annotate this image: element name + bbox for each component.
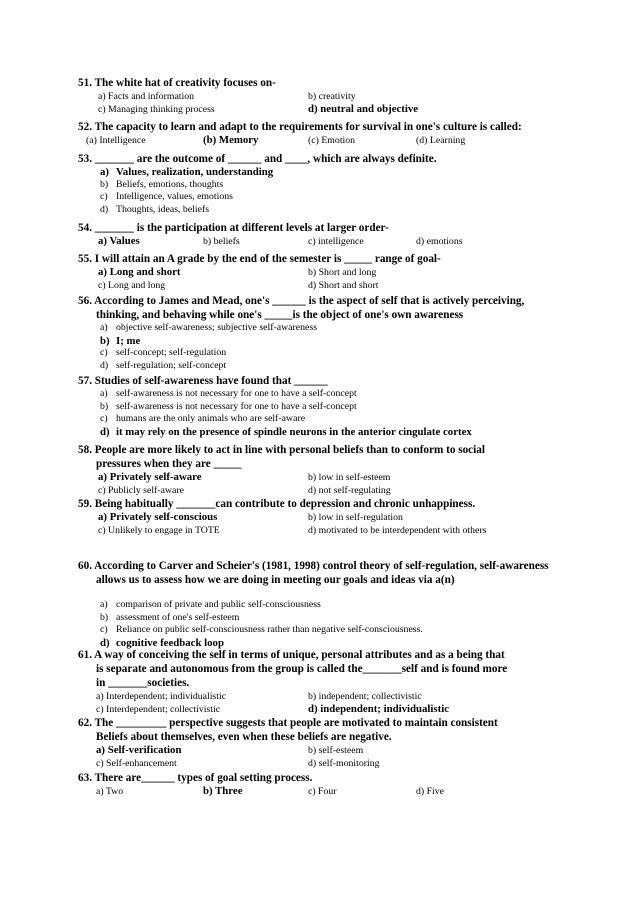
option-letter: b) bbox=[100, 334, 110, 347]
option-row bbox=[78, 134, 568, 147]
question-55 bbox=[78, 252, 568, 292]
question-57 bbox=[78, 374, 568, 438]
option bbox=[100, 166, 568, 179]
stem-line: 57. Studies of self-awareness have found that ______ bbox=[78, 375, 328, 387]
option-text: objective self-awareness; subjective self-awareness bbox=[116, 322, 318, 333]
option-row bbox=[78, 744, 568, 757]
option: b) low in self-esteem bbox=[308, 472, 391, 483]
stem-line: 51. The white hat of creativity focuses on- bbox=[78, 77, 276, 89]
option: a) Interdependent; individualistic bbox=[96, 691, 227, 702]
option bbox=[100, 388, 568, 401]
stem-line: in _______societies. bbox=[96, 677, 190, 689]
option-row bbox=[78, 279, 568, 292]
option-row bbox=[78, 757, 568, 770]
option-text: Beliefs, emotions, thoughts bbox=[116, 178, 224, 190]
question-61 bbox=[78, 648, 568, 716]
option-text: I; me bbox=[116, 334, 141, 347]
stem-line: 60. According to Carver and Scheier's (1981, 1998) control theory of self-regulation, self-awareness bbox=[78, 560, 549, 572]
option-text: humans are the only animals who are self-aware bbox=[116, 413, 306, 425]
option-letter: c) bbox=[100, 413, 108, 425]
question-stem bbox=[78, 152, 568, 166]
option bbox=[100, 204, 568, 217]
option: a) Privately self-aware bbox=[98, 471, 202, 483]
question-stem bbox=[78, 252, 568, 266]
option bbox=[100, 360, 568, 373]
question-59 bbox=[78, 497, 568, 537]
option: c) Self-enhancement bbox=[96, 758, 177, 769]
option-row bbox=[78, 703, 568, 716]
stem-line: 55. I will attain an A grade by the end of the semester is _____ range of goal- bbox=[78, 253, 441, 265]
stem-line: 53. _______ are the outcome of ______ and ____, which are always definite. bbox=[78, 153, 437, 165]
option: a) Facts and information bbox=[98, 91, 195, 102]
option bbox=[100, 335, 568, 348]
stem-line: is separate and autonomous from the group is called the_______self and is found more bbox=[96, 663, 508, 675]
option-list bbox=[78, 599, 568, 649]
option-letter: a) bbox=[100, 166, 109, 178]
option-text: Intelligence, values, emotions bbox=[116, 191, 233, 203]
option: b) independent; collectivistic bbox=[308, 691, 422, 702]
question-stem bbox=[78, 648, 568, 690]
option: d) neutral and objective bbox=[308, 103, 419, 115]
option: c) intelligence bbox=[308, 236, 364, 247]
option: b) self-esteem bbox=[308, 745, 364, 756]
option-letter: b) bbox=[100, 611, 109, 623]
question-54 bbox=[78, 221, 568, 248]
option: (d) Learning bbox=[416, 135, 466, 146]
question-stem bbox=[78, 716, 568, 744]
option: c) Publicly self-aware bbox=[98, 485, 184, 496]
option-letter: d) bbox=[100, 203, 109, 215]
option-letter: d) bbox=[100, 359, 109, 371]
option: b) Three bbox=[203, 785, 243, 797]
stem-line: 61. A way of conceiving the self in terms of unique, personal attributes and as a being that bbox=[78, 649, 505, 661]
option-row bbox=[78, 690, 568, 703]
stem-line: allows us to assess how we are doing in meeting our goals and ideas via a(n) bbox=[96, 574, 455, 586]
question-stem bbox=[78, 221, 568, 235]
question-53 bbox=[78, 152, 568, 216]
option: d) independent; individualistic bbox=[308, 703, 449, 715]
question-52 bbox=[78, 120, 568, 147]
option-text: Thoughts, ideas, beliefs bbox=[116, 203, 210, 215]
option: c) Four bbox=[308, 786, 337, 797]
option-letter: a) bbox=[100, 322, 108, 333]
option: c) Long and long bbox=[98, 280, 166, 291]
stem-line: thinking, and behaving while one's _____is the object of one's own awareness bbox=[96, 309, 464, 321]
option-letter: c) bbox=[100, 191, 108, 203]
option: b) beliefs bbox=[203, 236, 240, 247]
option bbox=[100, 322, 568, 335]
question-stem bbox=[78, 559, 568, 587]
option-letter: a) bbox=[100, 388, 108, 399]
question-stem bbox=[78, 497, 568, 511]
option: (a) Intelligence bbox=[86, 135, 146, 146]
question-stem bbox=[78, 374, 568, 388]
option-row bbox=[78, 524, 568, 537]
option bbox=[100, 347, 568, 360]
option: a) Values bbox=[98, 235, 140, 247]
option-text: Values, realization, understanding bbox=[116, 166, 274, 178]
option-list bbox=[78, 322, 568, 372]
option-row bbox=[78, 785, 568, 798]
option-letter: b) bbox=[100, 178, 109, 190]
stem-line: 63. There are______ types of goal setting process. bbox=[78, 772, 313, 784]
question-stem bbox=[78, 76, 568, 90]
option bbox=[100, 413, 568, 426]
option: d) Five bbox=[416, 786, 445, 797]
option-row bbox=[78, 266, 568, 279]
question-63 bbox=[78, 771, 568, 798]
option-text: self-regulation; self-concept bbox=[116, 359, 227, 371]
option: c) Managing thinking process bbox=[98, 104, 215, 115]
option: b) creativity bbox=[308, 91, 356, 102]
stem-line: 62. The _________ perspective suggests that people are motivated to maintain consistent bbox=[78, 717, 498, 729]
option bbox=[100, 179, 568, 192]
option bbox=[100, 401, 568, 414]
option-row bbox=[78, 90, 568, 103]
option: c) Unlikely to engage in TOTE bbox=[98, 525, 220, 536]
option: (c) Emotion bbox=[308, 135, 356, 146]
stem-line: 59. Being habitually _______can contribute to depression and chronic unhappiness. bbox=[78, 498, 476, 510]
option-row bbox=[78, 235, 568, 248]
option-list bbox=[78, 166, 568, 216]
option-letter: c) bbox=[100, 624, 108, 636]
stem-line: 54. _______ is the participation at different levels at larger order- bbox=[78, 222, 389, 234]
question-62 bbox=[78, 716, 568, 770]
option-text: comparison of private and public self-consciousness bbox=[116, 599, 321, 610]
option-text: self-concept; self-regulation bbox=[116, 347, 227, 359]
question-56 bbox=[78, 294, 568, 372]
option bbox=[100, 612, 568, 625]
option-letter: a) bbox=[100, 599, 108, 610]
stem-line: 56. According to James and Mead, one's ______ is the aspect of self that is actively perceiving, bbox=[78, 295, 525, 307]
option: c) Interdependent; collectivistic bbox=[96, 704, 221, 715]
option-list bbox=[78, 388, 568, 438]
option-letter: d) bbox=[100, 425, 110, 438]
option-text: self-awareness is not necessary for one to have a self-concept bbox=[116, 400, 357, 412]
option: (b) Memory bbox=[203, 134, 259, 146]
stem-line: 52. The capacity to learn and adapt to the requirements for survival in one's culture is called: bbox=[78, 121, 522, 133]
stem-line: pressures when they are _____ bbox=[96, 458, 242, 470]
option bbox=[100, 624, 568, 637]
option-text: it may rely on the presence of spindle neurons in the anterior cingulate cortex bbox=[116, 425, 472, 438]
option-text: Reliance on public self-consciousness rather than negative self-consciousness. bbox=[116, 624, 423, 636]
option-letter: c) bbox=[100, 347, 108, 359]
option: a) Privately self-conscious bbox=[98, 511, 218, 523]
question-stem bbox=[78, 294, 568, 322]
option: a) Long and short bbox=[98, 266, 181, 278]
option: d) self-monitoring bbox=[308, 758, 380, 769]
option: b) Short and long bbox=[308, 267, 377, 278]
option bbox=[100, 599, 568, 612]
option-row bbox=[78, 484, 568, 497]
option bbox=[100, 191, 568, 204]
option-row bbox=[78, 511, 568, 524]
option: d) emotions bbox=[416, 236, 463, 247]
option: a) Self-verification bbox=[96, 744, 182, 756]
question-60 bbox=[78, 559, 568, 649]
option-text: self-awareness is not necessary for one to have a self-concept bbox=[116, 388, 357, 399]
option-row bbox=[78, 471, 568, 484]
option-row bbox=[78, 103, 568, 116]
stem-line: 58. People are more likely to act in line with personal beliefs than to conform to social bbox=[78, 444, 485, 456]
question-stem bbox=[78, 443, 568, 471]
option-letter: b) bbox=[100, 400, 109, 412]
question-58 bbox=[78, 443, 568, 497]
question-stem bbox=[78, 120, 568, 134]
option-text: assessment of one's self-esteem bbox=[116, 611, 240, 623]
option: d) Short and short bbox=[308, 280, 379, 291]
option: d) not self-regulating bbox=[308, 485, 391, 496]
option: b) low in self-regulation bbox=[308, 512, 403, 523]
question-51 bbox=[78, 76, 568, 116]
stem-line: Beliefs about themselves, even when these beliefs are negative. bbox=[96, 731, 392, 743]
option: d) motivated to be interdependent with others bbox=[308, 525, 487, 536]
option-text: cognitive feedback loop bbox=[116, 636, 224, 649]
option: a) Two bbox=[96, 786, 124, 797]
option-letter: d) bbox=[100, 636, 110, 649]
question-stem bbox=[78, 771, 568, 785]
option bbox=[100, 426, 568, 439]
